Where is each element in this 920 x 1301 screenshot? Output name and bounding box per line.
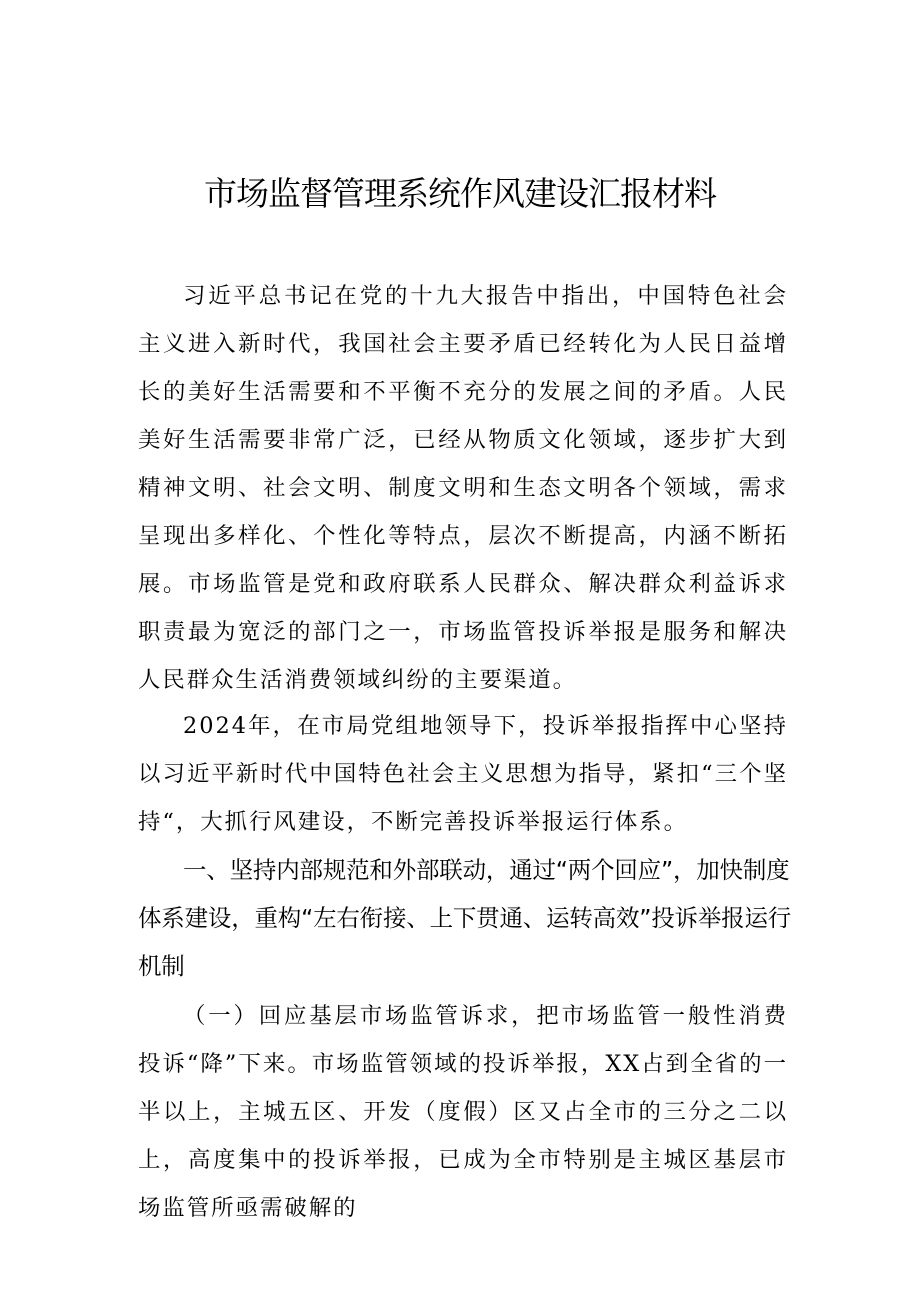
paragraph-2024: 2024年，在市局党组地领导下，投诉举报指挥中心坚持以习近平新时代中国特色社会主义思想为指导，紧扣“三个坚持“，大抓行风建设，不断完善投诉举报运行体系。 — [138, 713, 788, 835]
document-title: 市场监督管理系统作风建设汇报材料 — [204, 174, 716, 213]
paragraph-subsection-1: （一）回应基层市场监管诉求，把市场监管一般性消费投诉“降”下来。市场监管领域的投诉举报，XX占到全省的一半以上，主城五区、开发（度假）区又占全市的三分之二以上，高度集中的投诉举报，已成为全市特别是主城区基层市场监管所亟需破解的 — [138, 1003, 788, 1221]
paragraph-intro: 习近平总书记在党的十九大报告中指出，中国特色社会主义进入新时代，我国社会主要矛盾已经转化为人民日益增长的美好生活需要和不平衡不充分的发展之间的矛盾。人民美好生活需要非常广泛，已经从物质文化领域，逐步扩大到精神文明、社会文明、制度文明和生态文明各个领域，需求呈现出多样化、个性化等特点，层次不断提高，内涵不断拓展。市场监管是党和政府联系人民群众、解决群众利益诉求职责最为宽泛的部门之一，市场监管投诉举报是服务和解决人民群众生活消费领域纠纷的主要渠道。 — [138, 283, 788, 693]
section-heading-1: 一、坚持内部规范和外部联动，通过“两个回应”，加快制度体系建设，重构“左右衔接、上下贯通、运转高效”投诉举报运行机制 — [138, 856, 792, 980]
